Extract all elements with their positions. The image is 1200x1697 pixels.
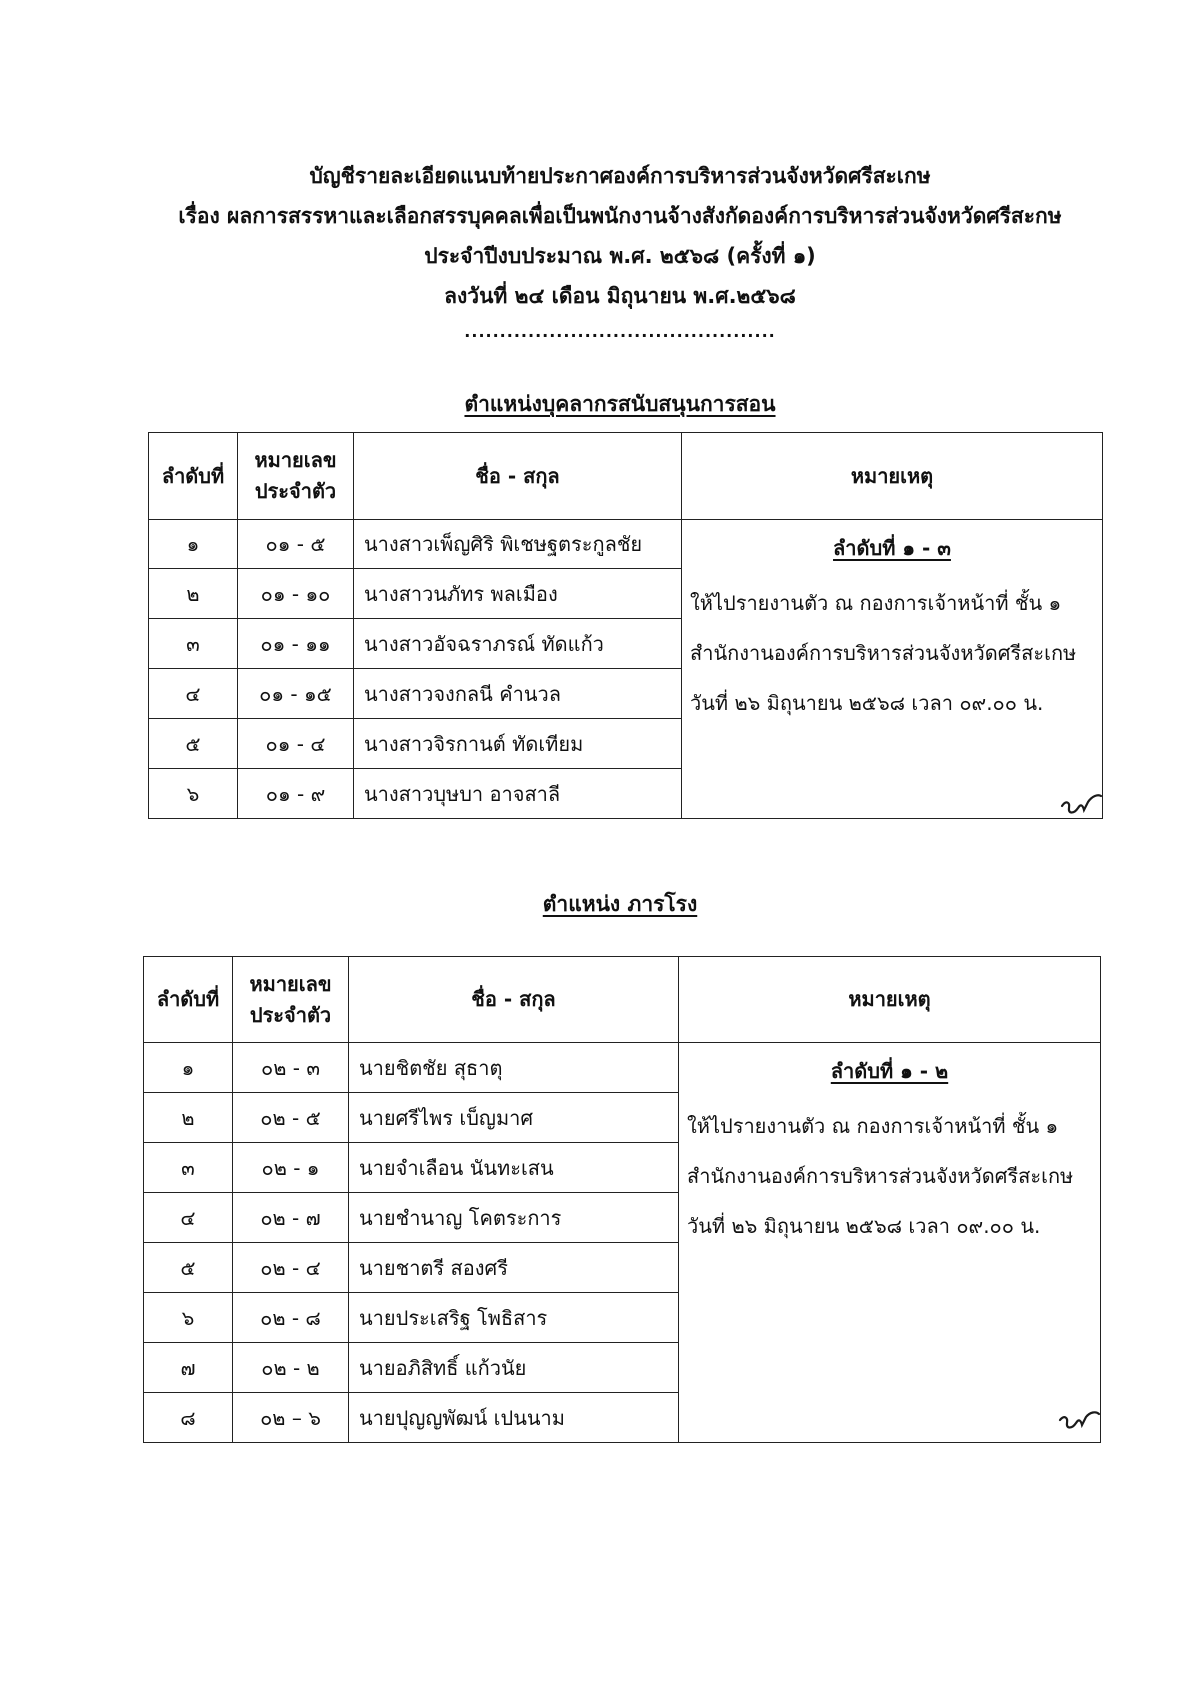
col-header-no: ลำดับที่ xyxy=(149,433,238,520)
row-name: นายจำเลือน นันทะเสน xyxy=(349,1143,679,1193)
row-id: ๐๑ - ๙ xyxy=(238,769,354,819)
row-id: ๐๒ - ๒ xyxy=(233,1343,349,1393)
col-header-id-line1: หมายเลข xyxy=(249,971,332,996)
row-no: ๘ xyxy=(144,1393,233,1443)
section2-table xyxy=(143,956,1101,1443)
col-header-id-line2: ประจำตัว xyxy=(249,1002,332,1027)
row-name: นายชิตชัย สุธาตุ xyxy=(349,1043,679,1093)
row-id: ๐๑ - ๑๑ xyxy=(238,619,354,669)
remark-line2: สำนักงานองค์การบริหารส่วนจังหวัดศรีสะเกษ xyxy=(690,641,1077,665)
row-no: ๕ xyxy=(149,719,238,769)
row-name: นางสาวจงกลนี คำนวล xyxy=(354,669,682,719)
row-no: ๑ xyxy=(149,520,238,569)
row-no: ๒ xyxy=(144,1093,233,1143)
row-id: ๐๑ - ๑๐ xyxy=(238,569,354,619)
row-id: ๐๒ – ๖ xyxy=(233,1393,349,1443)
row-name: นายศรีไพร เบ็ญมาศ xyxy=(349,1093,679,1143)
section2-title: ตำแหน่ง ภารโรง xyxy=(542,892,698,916)
row-name: นายอภิสิทธิ์ แก้วนัย xyxy=(349,1343,679,1393)
table-header-row xyxy=(149,433,1103,520)
row-no: ๗ xyxy=(144,1343,233,1393)
row-id: ๐๒ - ๑ xyxy=(233,1143,349,1193)
remark-line2: สำนักงานองค์การบริหารส่วนจังหวัดศรีสะเกษ xyxy=(687,1164,1074,1188)
row-id: ๐๒ - ๔ xyxy=(233,1243,349,1293)
row-no: ๖ xyxy=(149,769,238,819)
section2-remark xyxy=(679,1043,1101,1443)
row-no: ๔ xyxy=(149,669,238,719)
row-name: นายชาตรี สองศรี xyxy=(349,1243,679,1293)
col-header-remark: หมายเหตุ xyxy=(679,957,1101,1043)
doc-title-line2: เรื่อง ผลการสรรหาและเลือกสรรบุคคลเพื่อเป็นพนักงานจ้างสังกัดองค์การบริหารส่วนจังหวัดศรีสะกษ xyxy=(178,204,1062,228)
section1-remark xyxy=(682,520,1103,819)
remark-line1: ให้ไปรายงานตัว ณ กองการเจ้าหน้าที่ ชั้น ๑ xyxy=(687,1114,1059,1138)
row-id: ๐๒ - ๓ xyxy=(233,1043,349,1093)
row-id: ๐๒ - ๗ xyxy=(233,1193,349,1243)
row-name: นางสาวเพ็ญศิริ พิเชษฐตระกูลชัย xyxy=(354,520,682,569)
table-row xyxy=(149,520,1103,569)
doc-title-line1: บัญชีรายละเอียดแนบท้ายประกาศองค์การบริหารส่วนจังหวัดศรีสะเกษ xyxy=(309,164,931,188)
initials-mark-icon xyxy=(1058,792,1104,822)
row-name: นายชำนาญ โคตระการ xyxy=(349,1193,679,1243)
row-no: ๒ xyxy=(149,569,238,619)
remark-head: ลำดับที่ ๑ - ๓ xyxy=(833,536,951,560)
row-no: ๑ xyxy=(144,1043,233,1093)
row-id: ๐๒ - ๘ xyxy=(233,1293,349,1343)
row-no: ๔ xyxy=(144,1193,233,1243)
doc-date-line: ลงวันที่ ๒๔ เดือน มิถุนายน พ.ศ.๒๕๖๘ xyxy=(444,284,796,308)
row-no: ๓ xyxy=(149,619,238,669)
dotted-separator: ............................................ xyxy=(464,322,776,341)
row-no: ๖ xyxy=(144,1293,233,1343)
row-name: นางสาวนภัทร พลเมือง xyxy=(354,569,682,619)
col-header-remark: หมายเหตุ xyxy=(682,433,1103,520)
section1-table xyxy=(148,432,1103,819)
row-id: ๐๑ - ๔ xyxy=(238,719,354,769)
remark-line3: วันที่ ๒๖ มิถุนายน ๒๕๖๘ เวลา ๐๙.๐๐ น. xyxy=(687,1214,1041,1238)
row-id: ๐๑ - ๕ xyxy=(238,520,354,569)
table-row xyxy=(144,1043,1101,1093)
initials-mark-icon xyxy=(1056,1408,1102,1438)
doc-title-line3: ประจำปีงบประมาณ พ.ศ. ๒๕๖๘ (ครั้งที่ ๑) xyxy=(424,244,816,268)
row-no: ๓ xyxy=(144,1143,233,1193)
row-name: นางสาวบุษบา อาจสาลี xyxy=(354,769,682,819)
row-no: ๕ xyxy=(144,1243,233,1293)
section1-title: ตำแหน่งบุคลากรสนับสนุนการสอน xyxy=(464,392,776,416)
remark-line3: วันที่ ๒๖ มิถุนายน ๒๕๖๘ เวลา ๐๙.๐๐ น. xyxy=(690,691,1044,715)
remark-line1: ให้ไปรายงานตัว ณ กองการเจ้าหน้าที่ ชั้น ๑ xyxy=(690,591,1062,615)
col-header-id-line1: หมายเลข xyxy=(254,448,337,472)
remark-head: ลำดับที่ ๑ - ๒ xyxy=(830,1059,949,1083)
row-name: นายประเสริฐ โพธิสาร xyxy=(349,1293,679,1343)
col-header-name: ชื่อ - สกุล xyxy=(349,957,679,1043)
col-header-id xyxy=(233,957,349,1043)
row-name: นายปุญญพัฒน์ เปนนาม xyxy=(349,1393,679,1443)
table-header-row xyxy=(144,957,1101,1043)
row-id: ๐๒ - ๕ xyxy=(233,1093,349,1143)
row-id: ๐๑ - ๑๕ xyxy=(238,669,354,719)
row-name: นางสาวจิรกานต์ ทัดเทียม xyxy=(354,719,682,769)
col-header-id-line2: ประจำตัว xyxy=(254,479,337,503)
col-header-no: ลำดับที่ xyxy=(144,957,233,1043)
col-header-id xyxy=(238,433,354,520)
col-header-name: ชื่อ - สกุล xyxy=(354,433,682,520)
row-name: นางสาวอัจฉราภรณ์ ทัดแก้ว xyxy=(354,619,682,669)
